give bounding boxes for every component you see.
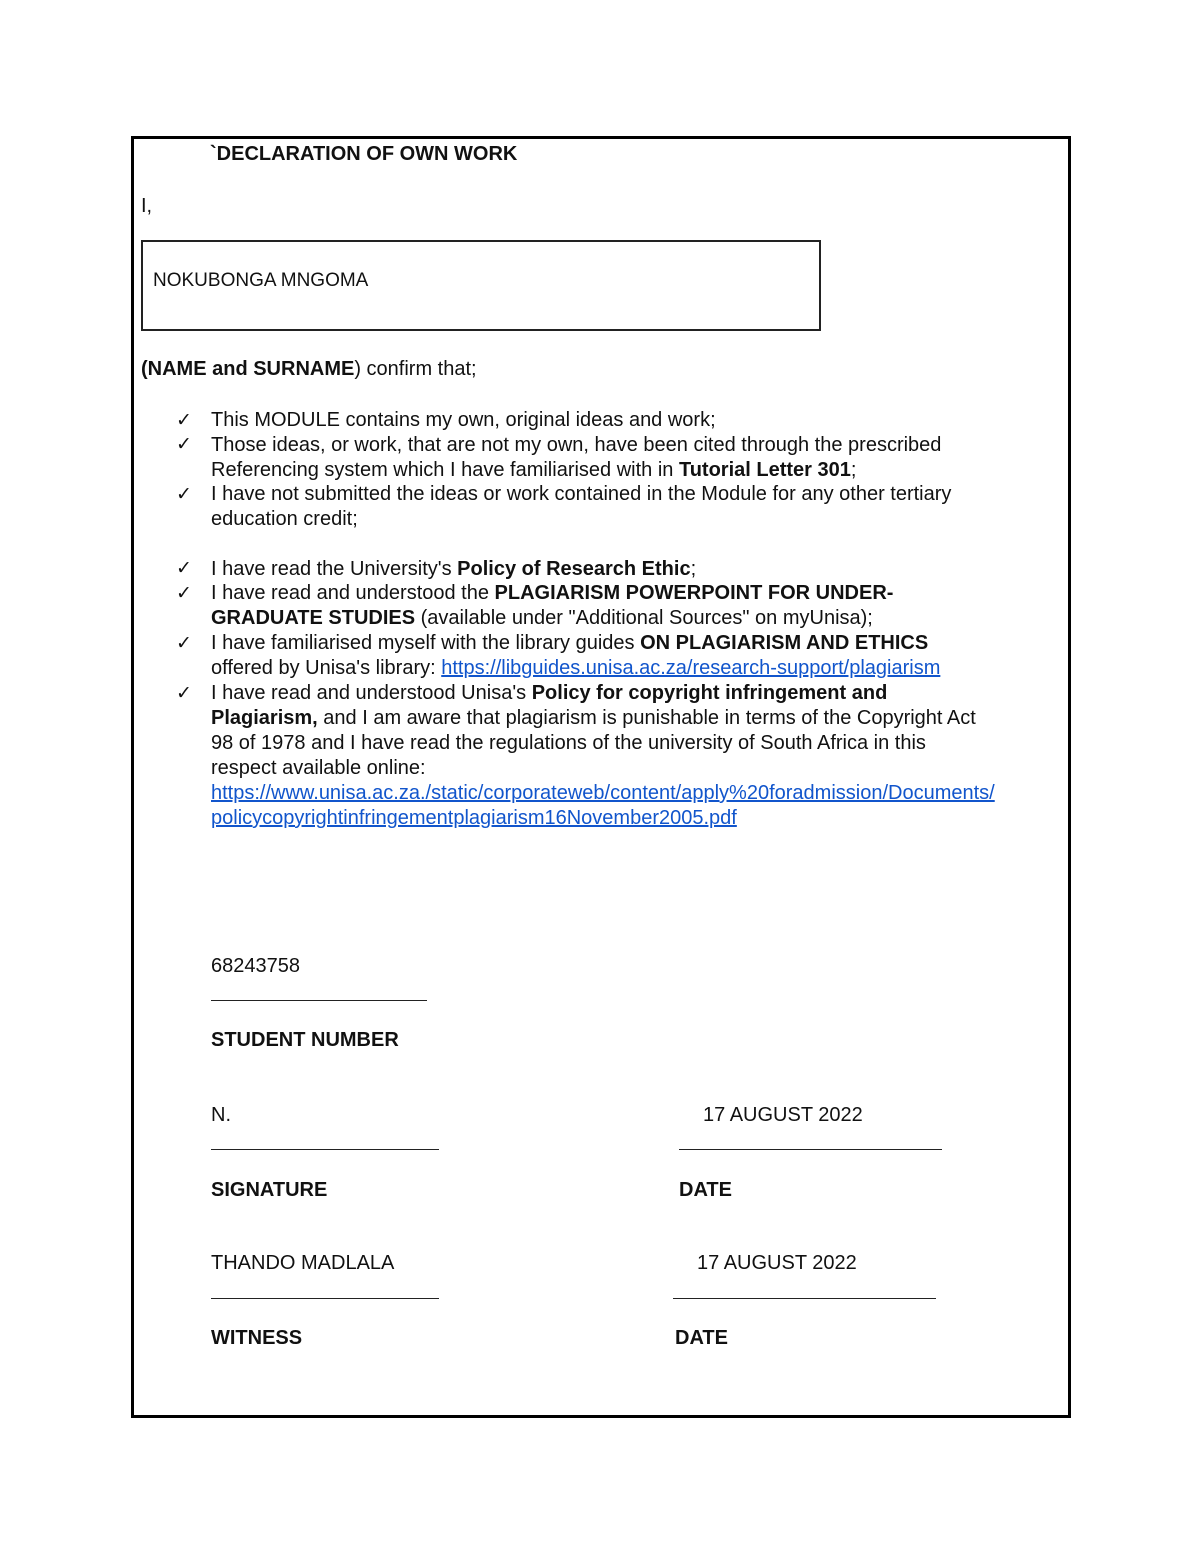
name-value: NOKUBONGA MNGOMA (153, 270, 369, 291)
item-7-line-3: 98 of 1978 and I have read the regulations of the university of South Africa in this (211, 732, 926, 754)
check-icon: ✓ (176, 484, 192, 505)
item-7-line-1: I have read and understood Unisa's Policy for copyright infringement and (211, 682, 888, 704)
confirm-bold: (NAME and SURNAME (141, 358, 355, 380)
witness-label: WITNESS (211, 1327, 303, 1349)
item-6-line-1: I have familiarised myself with the library guides ON PLAGIARISM AND ETHICS (211, 632, 929, 654)
check-icon: ✓ (176, 583, 192, 604)
item-1: This MODULE contains my own, original ideas and work; (211, 409, 716, 431)
item-7-line-2: Plagiarism, and I am aware that plagiarism is punishable in terms of the Copyright Act (211, 707, 976, 729)
item-2-line-1: Those ideas, or work, that are not my own, have been cited through the prescribed (211, 434, 942, 456)
check-icon: ✓ (176, 410, 192, 431)
witness-value: THANDO MADLALA (211, 1252, 395, 1274)
policy-link-line-1 (211, 781, 995, 806)
item-6-line-2: offered by Unisa's library: https://libguides.unisa.ac.za/research-support/plagiarism (211, 657, 941, 679)
item-5-line-1: I have read and understood the PLAGIARISM POWERPOINT FOR UNDER- (211, 582, 894, 604)
signature-line (211, 1149, 439, 1150)
signature-value: N. (211, 1104, 231, 1126)
policy-link[interactable]: https://www.unisa.ac.za./static/corporateweb/content/apply%20foradmission/Documents/ (211, 782, 995, 804)
item-4: I have read the University's Policy of Research Ethic; (211, 558, 697, 580)
item-7-line-4: respect available online: (211, 757, 426, 779)
student-number-label: STUDENT NUMBER (211, 1029, 399, 1051)
intro-text: I, (141, 195, 153, 217)
witness-line (211, 1298, 439, 1299)
check-icon: ✓ (176, 683, 192, 704)
date-label: DATE (679, 1179, 732, 1201)
item-2-line-2: Referencing system which I have familiarised with in Tutorial Letter 301; (211, 459, 857, 481)
page-title: `DECLARATION OF OWN WORK (210, 143, 518, 165)
libguides-link[interactable]: https://libguides.unisa.ac.za/research-support/plagiarism (441, 657, 941, 679)
confirm-rest: ) confirm that; (354, 358, 477, 380)
item-3-line-2: education credit; (211, 508, 358, 530)
confirm-line (141, 357, 477, 382)
witness-date-value: 17 AUGUST 2022 (697, 1252, 857, 1274)
policy-link-line-2 (211, 806, 737, 831)
item-5-line-2: GRADUATE STUDIES (available under "Additional Sources" on myUnisa); (211, 607, 873, 629)
student-number-line (211, 1000, 427, 1001)
check-icon: ✓ (176, 558, 192, 579)
date-line (679, 1149, 942, 1150)
item-3-line-1: I have not submitted the ideas or work contained in the Module for any other tertiary (211, 483, 952, 505)
policy-link-continued[interactable]: policycopyrightinfringementplagiarism16November2005.pdf (211, 807, 737, 829)
signature-label: SIGNATURE (211, 1179, 328, 1201)
date-value: 17 AUGUST 2022 (703, 1104, 863, 1126)
check-icon: ✓ (176, 633, 192, 654)
witness-date-line (673, 1298, 936, 1299)
name-box[interactable] (141, 240, 821, 331)
witness-date-label: DATE (675, 1327, 728, 1349)
student-number-value: 68243758 (211, 955, 300, 977)
check-icon: ✓ (176, 434, 192, 455)
